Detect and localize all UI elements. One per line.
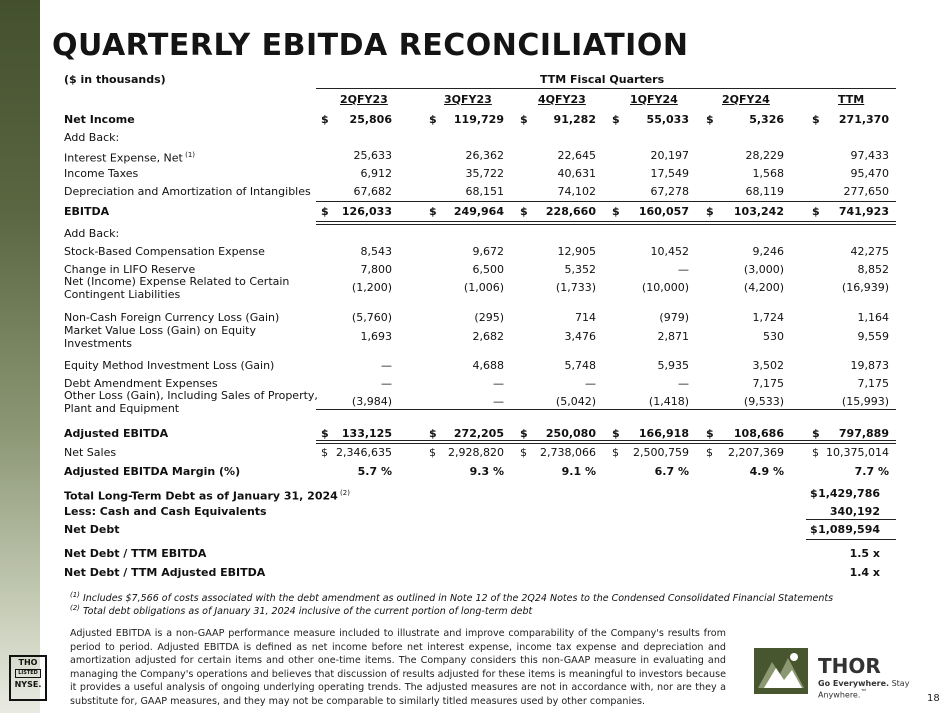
- cell-value: 4,688: [472, 359, 504, 372]
- row-label: Add Back:: [64, 227, 120, 240]
- table-rule: [316, 440, 896, 444]
- cell-value: (5,760): [351, 311, 392, 324]
- debt-row: [0, 566, 950, 583]
- table-row: [0, 227, 950, 244]
- cell-value: 272,205: [453, 427, 504, 440]
- table-rule: [316, 201, 896, 202]
- dollar-sign: $: [321, 205, 329, 218]
- cell-value: 1.5 x: [849, 547, 880, 560]
- dollar-sign: $: [612, 446, 619, 459]
- cell-value: —: [493, 395, 504, 408]
- cell-value: 28,229: [745, 149, 784, 162]
- non-gaap-disclaimer: Adjusted EBITDA is a non-GAAP performance measure included to illustrate and improve comparability of the Company's results from period to period. Adjusted EBITDA is defined as net income before net interest expense, income tax expense and depreciation and amortization adjusted for certain items and other one-time items. The Company considers this non-GAAP measure in evaluating and managing the Company's operations and believes that discussion of results adjusted for these items is meaningful to investors because it provides a useful analysis of ongoing underlying operating trends. The adjusted measures are not in accordance with, nor are they a substitute for, GAAP measures, and they may not be comparable to similarly titled measures used by other companies.: [70, 628, 726, 707]
- cell-value: 3,502: [752, 359, 784, 372]
- cell-value: 249,964: [453, 205, 504, 218]
- table-row: [0, 205, 950, 222]
- cell-value: 40,631: [557, 167, 596, 180]
- dollar-sign: $: [520, 427, 528, 440]
- cell-value: 12,905: [557, 245, 596, 258]
- table-row: [0, 465, 950, 482]
- cell-value: 5,352: [564, 263, 596, 276]
- cell-value: (1,006): [463, 281, 504, 294]
- cell-value: 8,543: [360, 245, 392, 258]
- row-label: Net (Income) Expense Related to Certain Contingent Liabilities: [64, 275, 290, 301]
- col-header-1qfy24: 1QFY24: [630, 93, 678, 106]
- cell-value: —: [381, 377, 392, 390]
- cell-value: 91,282: [553, 113, 596, 126]
- row-label: Change in LIFO Reserve: [64, 263, 196, 276]
- cell-value: 67,278: [650, 185, 689, 198]
- debt-row: [0, 523, 950, 540]
- dollar-sign: $: [810, 523, 818, 536]
- cell-value: —: [678, 263, 689, 276]
- col-header-4qfy23: 4QFY23: [538, 93, 586, 106]
- cell-value: (5,042): [555, 395, 596, 408]
- cell-value: 2,738,066: [540, 446, 596, 459]
- cell-value: 17,549: [650, 167, 689, 180]
- cell-value: (1,733): [555, 281, 596, 294]
- cell-value: 22,645: [557, 149, 596, 162]
- cell-value: 741,923: [838, 205, 889, 218]
- debt-row: [0, 487, 950, 504]
- cell-value: (15,993): [841, 395, 889, 408]
- cell-value: 9,246: [752, 245, 784, 258]
- cell-value: 2,871: [657, 330, 689, 343]
- table-rule: [316, 221, 896, 225]
- col-header-ttm: TTM: [838, 93, 865, 106]
- cell-value: 1,164: [857, 311, 889, 324]
- dollar-sign: $: [321, 427, 329, 440]
- row-label: Depreciation and Amortization of Intangibles: [64, 185, 311, 198]
- row-label: Debt Amendment Expenses: [64, 377, 218, 390]
- cell-value: 126,033: [341, 205, 392, 218]
- dollar-sign: $: [429, 113, 437, 126]
- table-row: [0, 275, 950, 301]
- col-header-2qfy23: 2QFY23: [340, 93, 388, 106]
- cell-value: 2,928,820: [448, 446, 504, 459]
- dollar-sign: $: [429, 446, 436, 459]
- dollar-sign: $: [812, 205, 820, 218]
- cell-value: 95,470: [850, 167, 889, 180]
- cell-value: (16,939): [841, 281, 889, 294]
- cell-value: 271,370: [838, 113, 889, 126]
- nyse-listed-logo: THO LISTED NYSE.: [9, 655, 47, 701]
- table-row: [0, 359, 950, 376]
- dollar-sign: $: [706, 427, 714, 440]
- dollar-sign: $: [812, 113, 820, 126]
- col-header-2qfy24: 2QFY24: [722, 93, 770, 106]
- cell-value: —: [678, 377, 689, 390]
- debt-row: [0, 547, 950, 564]
- cell-value: 10,452: [650, 245, 689, 258]
- cell-value: —: [585, 377, 596, 390]
- cell-value: 133,125: [341, 427, 392, 440]
- units-label: ($ in thousands): [64, 73, 166, 86]
- cell-value: 228,660: [545, 205, 596, 218]
- table-rule: [316, 409, 896, 410]
- cell-value: (979): [659, 311, 689, 324]
- cell-value: 7.7 %: [854, 465, 889, 478]
- cell-value: 5,748: [564, 359, 596, 372]
- cell-value: 1,724: [752, 311, 784, 324]
- dollar-sign: $: [612, 427, 620, 440]
- cell-value: 1,693: [360, 330, 392, 343]
- table-row: [0, 167, 950, 184]
- table-row: [0, 185, 950, 202]
- footnote-1: $^{(1)}$ Includes $7,566 of costs associated with the debt amendment as outlined in Note 12 of the 2Q24 Notes to the Condensed Consolidated Financial Statements: [70, 591, 834, 605]
- cell-value: 67,682: [353, 185, 392, 198]
- cell-value: 277,650: [843, 185, 889, 198]
- cell-value: 35,722: [465, 167, 504, 180]
- dollar-sign: $: [812, 446, 819, 459]
- row-label: Income Taxes: [64, 167, 139, 180]
- row-label: Stock-Based Compensation Expense: [64, 245, 265, 258]
- row-label: Net Debt / TTM Adjusted EBITDA: [64, 566, 266, 579]
- cell-value: 7,800: [360, 263, 392, 276]
- cell-value: 9,672: [472, 245, 504, 258]
- table-row: [0, 131, 950, 148]
- cell-value: 68,119: [745, 185, 784, 198]
- cell-value: 25,806: [349, 113, 392, 126]
- cell-value: 1,089,594: [818, 523, 880, 536]
- cell-value: 2,207,369: [728, 446, 784, 459]
- row-label: Equity Method Investment Loss (Gain): [64, 359, 275, 372]
- row-label: Adjusted EBITDA: [64, 427, 169, 440]
- cell-value: 6.7 %: [654, 465, 689, 478]
- row-label: Net Debt: [64, 523, 120, 536]
- row-label: Interest Expense, Net $^{(1)}$: [64, 151, 196, 165]
- dollar-sign: $: [706, 446, 713, 459]
- row-label: Net Sales: [64, 446, 117, 459]
- cell-value: 6,912: [360, 167, 392, 180]
- col-header-3qfy23: 3QFY23: [444, 93, 492, 106]
- cell-value: 2,346,635: [336, 446, 392, 459]
- thor-mountain-logo-icon: [754, 648, 808, 694]
- row-label: Non-Cash Foreign Currency Loss (Gain): [64, 311, 280, 324]
- cell-value: (4,200): [743, 281, 784, 294]
- cell-value: 7,175: [752, 377, 784, 390]
- cell-value: 9,559: [857, 330, 889, 343]
- page-title: QUARTERLY EBITDA RECONCILIATION: [52, 28, 689, 63]
- cell-value: 714: [575, 311, 596, 324]
- cell-value: 3,476: [564, 330, 596, 343]
- row-label: Less: Cash and Cash Equivalents: [64, 505, 267, 518]
- brand-name: THOR: [818, 654, 881, 678]
- cell-value: 19,873: [850, 359, 889, 372]
- cell-value: 9.1 %: [561, 465, 596, 478]
- cell-value: (295): [474, 311, 504, 324]
- cell-value: 10,375,014: [826, 446, 889, 459]
- footnote-2: $^{(2)}$ Total debt obligations as of January 31, 2024 inclusive of the current portion of long-term debt: [70, 604, 533, 618]
- table-row: [0, 245, 950, 262]
- row-label: EBITDA: [64, 205, 110, 218]
- cell-value: 9.3 %: [469, 465, 504, 478]
- cell-value: 5,326: [749, 113, 784, 126]
- dollar-sign: $: [706, 113, 714, 126]
- decorative-sidebar: [0, 0, 40, 713]
- debt-rule: [806, 519, 896, 520]
- row-label: Add Back:: [64, 131, 120, 144]
- table-row: [0, 446, 950, 463]
- cell-value: (1,418): [648, 395, 689, 408]
- cell-value: (3,984): [351, 395, 392, 408]
- table-row: [0, 324, 950, 350]
- cell-value: 42,275: [850, 245, 889, 258]
- cell-value: 160,057: [638, 205, 689, 218]
- cell-value: —: [381, 359, 392, 372]
- cell-value: 4.9 %: [749, 465, 784, 478]
- row-label: Net Debt / TTM EBITDA: [64, 547, 207, 560]
- cell-value: 340,192: [829, 505, 880, 518]
- cell-value: —: [493, 377, 504, 390]
- cell-value: 1,429,786: [818, 487, 880, 500]
- footnote-ref: (1): [182, 151, 196, 159]
- dollar-sign: $: [520, 446, 527, 459]
- dollar-sign: $: [429, 427, 437, 440]
- cell-value: 108,686: [733, 427, 784, 440]
- cell-value: 68,151: [465, 185, 504, 198]
- cell-value: (1,200): [351, 281, 392, 294]
- table-row: [0, 113, 950, 130]
- cell-value: 1.4 x: [849, 566, 880, 579]
- cell-value: 7,175: [857, 377, 889, 390]
- row-label: Net Income: [64, 113, 135, 126]
- cell-value: 250,080: [545, 427, 596, 440]
- cell-value: 55,033: [646, 113, 689, 126]
- ttm-header: TTM Fiscal Quarters: [540, 73, 665, 86]
- dollar-sign: $: [612, 205, 620, 218]
- dollar-sign: $: [321, 446, 328, 459]
- ttm-header-rule: [316, 88, 896, 89]
- cell-value: 97,433: [850, 149, 889, 162]
- dollar-sign: $: [810, 487, 818, 500]
- dollar-sign: $: [520, 205, 528, 218]
- dollar-sign: $: [612, 113, 620, 126]
- cell-value: (10,000): [641, 281, 689, 294]
- brand-tagline: Go Everywhere. Stay Anywhere.™: [818, 679, 910, 700]
- row-label: Total Long-Term Debt as of January 31, 2024 $^{(2)}$: [64, 489, 350, 503]
- dollar-sign: $: [520, 113, 528, 126]
- table-row: [0, 149, 950, 166]
- cell-value: 119,729: [453, 113, 504, 126]
- cell-value: 20,197: [650, 149, 689, 162]
- cell-value: 5,935: [657, 359, 689, 372]
- cell-value: 797,889: [838, 427, 889, 440]
- cell-value: 74,102: [557, 185, 596, 198]
- dollar-sign: $: [321, 113, 329, 126]
- footnote-ref: (2): [337, 489, 350, 497]
- cell-value: 530: [763, 330, 784, 343]
- cell-value: (3,000): [743, 263, 784, 276]
- cell-value: 166,918: [638, 427, 689, 440]
- dollar-sign: $: [429, 205, 437, 218]
- row-label: Market Value Loss (Gain) on Equity Investments: [64, 324, 256, 350]
- cell-value: 5.7 %: [357, 465, 392, 478]
- dollar-sign: $: [706, 205, 714, 218]
- debt-rule: [806, 539, 896, 540]
- row-label: Other Loss (Gain), Including Sales of Property, Plant and Equipment: [64, 389, 318, 415]
- cell-value: (9,533): [743, 395, 784, 408]
- row-label: Adjusted EBITDA Margin (%): [64, 465, 241, 478]
- cell-value: 1,568: [752, 167, 784, 180]
- cell-value: 8,852: [857, 263, 889, 276]
- cell-value: 2,500,759: [633, 446, 689, 459]
- cell-value: 26,362: [465, 149, 504, 162]
- cell-value: 25,633: [353, 149, 392, 162]
- page-number: 18: [927, 693, 940, 704]
- cell-value: 103,242: [733, 205, 784, 218]
- dollar-sign: $: [812, 427, 820, 440]
- cell-value: 2,682: [472, 330, 504, 343]
- cell-value: 6,500: [472, 263, 504, 276]
